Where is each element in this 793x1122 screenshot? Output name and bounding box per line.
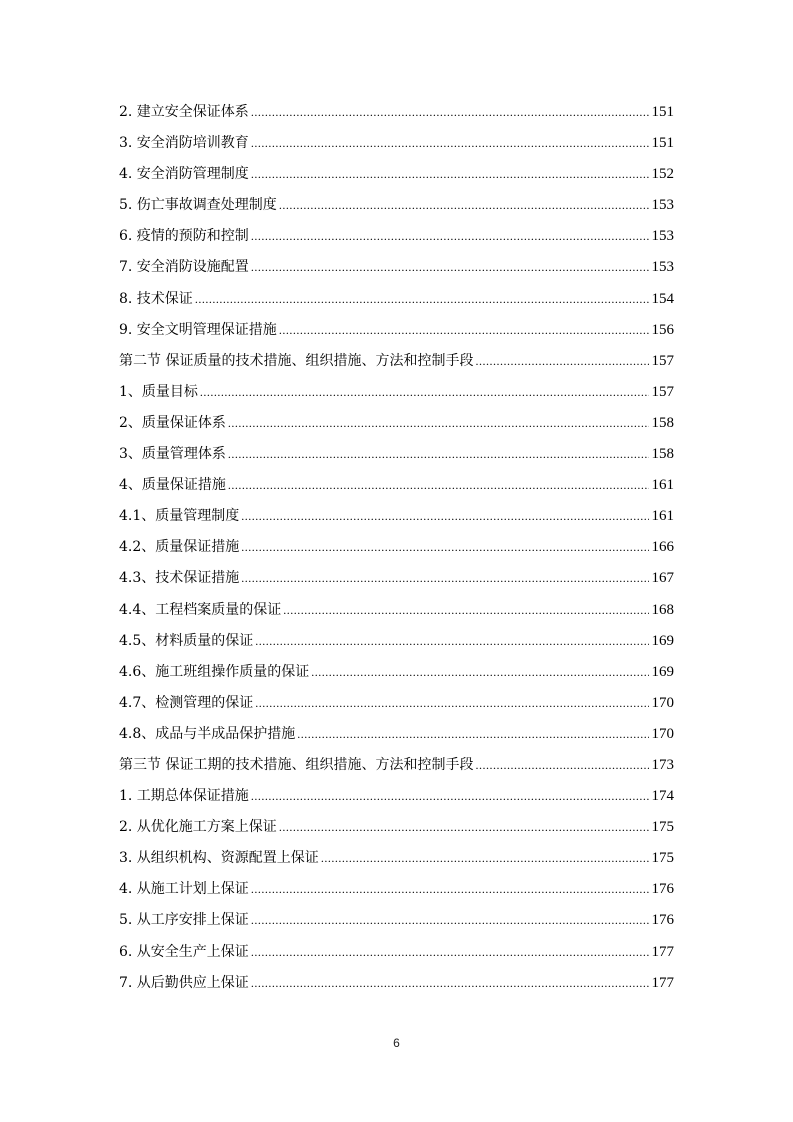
dot-leader: [251, 128, 649, 159]
dot-leader: [195, 284, 649, 315]
toc-entry-page: 151: [651, 104, 674, 120]
toc-entry-title: 6. 疫情的预防和控制: [119, 228, 249, 245]
toc-entry-page: 153: [651, 228, 674, 245]
toc-entry-title: 6. 从安全生产上保证: [119, 943, 249, 960]
toc-entry-title: 4.6、施工班组操作质量的保证: [119, 663, 310, 680]
toc-entry-title: 5. 从工序安排上保证: [119, 912, 249, 929]
dot-leader: [228, 439, 649, 470]
toc-entry-page: 177: [651, 943, 674, 960]
dot-leader: [297, 719, 648, 750]
toc-entry-title: 5. 伤亡事故调查处理制度: [119, 197, 277, 214]
toc-entry-page: 158: [651, 446, 674, 463]
dot-leader: [321, 843, 649, 874]
toc-entry-title: 3. 从组织机构、资源配置上保证: [119, 850, 319, 867]
toc-entry[interactable]: [119, 501, 674, 532]
toc-entry-title: 4. 从施工计划上保证: [119, 881, 249, 898]
toc-entry[interactable]: [119, 563, 674, 594]
toc-entry[interactable]: [119, 905, 674, 936]
toc-entry-title: 7. 从后勤供应上保证: [119, 974, 249, 991]
toc-entry-title: 4.4、工程档案质量的保证: [119, 601, 282, 618]
toc-entry[interactable]: [119, 595, 674, 626]
toc-entry[interactable]: [119, 968, 674, 999]
toc-entry-page: 152: [651, 166, 674, 183]
toc-entry-page: 174: [651, 788, 674, 805]
dot-leader: [475, 346, 648, 377]
toc-entry[interactable]: [119, 688, 674, 719]
toc-entry-page: 175: [651, 819, 674, 836]
dot-leader: [251, 221, 649, 252]
toc-entry[interactable]: [119, 190, 674, 221]
toc-entry-page: 176: [651, 912, 674, 929]
toc-entry[interactable]: [119, 532, 674, 563]
dot-leader: [255, 626, 648, 657]
toc-entry-title: 4.5、材料质量的保证: [119, 632, 254, 649]
toc-entry-page: 158: [651, 414, 674, 431]
toc-entry-page: 177: [651, 974, 674, 991]
toc-entry-page: 153: [651, 197, 674, 214]
toc-entry-page: 175: [651, 850, 674, 867]
dot-leader: [200, 377, 649, 408]
dot-leader: [279, 315, 649, 346]
toc-entry[interactable]: [119, 626, 674, 657]
toc-entry[interactable]: [119, 470, 674, 501]
toc-entry-page: 169: [651, 632, 674, 649]
dot-leader: [475, 750, 648, 781]
toc-entry-title: 4.7、检测管理的保证: [119, 694, 254, 711]
toc-entry-title: 4.8、成品与半成品保护措施: [119, 725, 296, 742]
toc-entry[interactable]: [119, 284, 674, 315]
dot-leader: [251, 97, 649, 128]
toc-entry-page: 154: [651, 290, 674, 307]
dot-leader: [251, 252, 649, 283]
toc-entry-title: 2. 建立安全保证体系: [119, 104, 249, 120]
toc-entry[interactable]: [119, 439, 674, 470]
dot-leader: [283, 595, 648, 626]
page-number: 6: [393, 1036, 400, 1050]
toc-entry-title: 第二节 保证质量的技术措施、组织措施、方法和控制手段: [119, 352, 474, 369]
toc-entry[interactable]: [119, 159, 674, 190]
dot-leader: [241, 501, 648, 532]
toc-entry-page: 157: [651, 352, 674, 369]
toc-entry-title: 4.3、技术保证措施: [119, 570, 240, 587]
toc-entry-page: 153: [651, 259, 674, 276]
dot-leader: [279, 812, 649, 843]
dot-leader: [241, 532, 648, 563]
toc-entry-page: 156: [651, 321, 674, 338]
toc-entry-page: 168: [651, 601, 674, 618]
toc-entry-title: 4. 安全消防管理制度: [119, 166, 249, 183]
toc-entry[interactable]: [119, 812, 674, 843]
toc-entry-page: 161: [651, 477, 674, 494]
toc-entry-title: 2、质量保证体系: [119, 414, 226, 431]
dot-leader: [251, 874, 649, 905]
toc-entry[interactable]: [119, 750, 674, 781]
toc-entry-title: 4、质量保证措施: [119, 477, 226, 494]
toc-entry-page: 166: [651, 539, 674, 556]
toc-entry[interactable]: [119, 781, 674, 812]
toc-entry[interactable]: [119, 843, 674, 874]
toc-entry-title: 3、质量管理体系: [119, 446, 226, 463]
toc-entry-title: 7. 安全消防设施配置: [119, 259, 249, 276]
dot-leader: [251, 159, 649, 190]
dot-leader: [251, 781, 649, 812]
dot-leader: [311, 657, 648, 688]
toc-entry-page: 170: [651, 725, 674, 742]
toc-entry[interactable]: [119, 346, 674, 377]
toc-entry-title: 8. 技术保证: [119, 290, 193, 307]
toc-entry[interactable]: [119, 408, 674, 439]
toc-entry[interactable]: [119, 128, 674, 159]
toc-entry[interactable]: [119, 874, 674, 905]
toc-entry-title: 第三节 保证工期的技术措施、组织措施、方法和控制手段: [119, 756, 474, 773]
dot-leader: [241, 563, 648, 594]
toc-entry-page: 157: [651, 383, 674, 400]
toc-entry-title: 1、质量目标: [119, 383, 198, 400]
toc-entry[interactable]: [119, 315, 674, 346]
dot-leader: [251, 968, 649, 999]
toc-entry[interactable]: [119, 97, 674, 128]
toc-entry-title: 2. 从优化施工方案上保证: [119, 819, 277, 836]
toc-entry-page: 151: [651, 135, 674, 152]
toc-entry-title: 4.1、质量管理制度: [119, 508, 240, 525]
dot-leader: [255, 688, 648, 719]
toc-entry[interactable]: [119, 377, 674, 408]
dot-leader: [279, 190, 649, 221]
toc-entry[interactable]: [119, 657, 674, 688]
table-of-contents: [119, 97, 674, 999]
toc-entry-page: 176: [651, 881, 674, 898]
dot-leader: [228, 408, 649, 439]
toc-entry[interactable]: [119, 252, 674, 283]
dot-leader: [228, 470, 649, 501]
toc-entry-title: 9. 安全文明管理保证措施: [119, 321, 277, 338]
toc-entry-page: 170: [651, 694, 674, 711]
toc-entry-page: 167: [651, 570, 674, 587]
toc-entry-page: 169: [651, 663, 674, 680]
toc-entry-page: 161: [651, 508, 674, 525]
dot-leader: [251, 905, 649, 936]
toc-entry[interactable]: [119, 221, 674, 252]
toc-entry-title: 1. 工期总体保证措施: [119, 788, 249, 805]
toc-entry[interactable]: [119, 937, 674, 968]
toc-entry-title: 3. 安全消防培训教育: [119, 135, 249, 152]
toc-entry-title: 4.2、质量保证措施: [119, 539, 240, 556]
toc-entry[interactable]: [119, 719, 674, 750]
toc-entry-page: 173: [651, 756, 674, 773]
dot-leader: [251, 937, 649, 968]
